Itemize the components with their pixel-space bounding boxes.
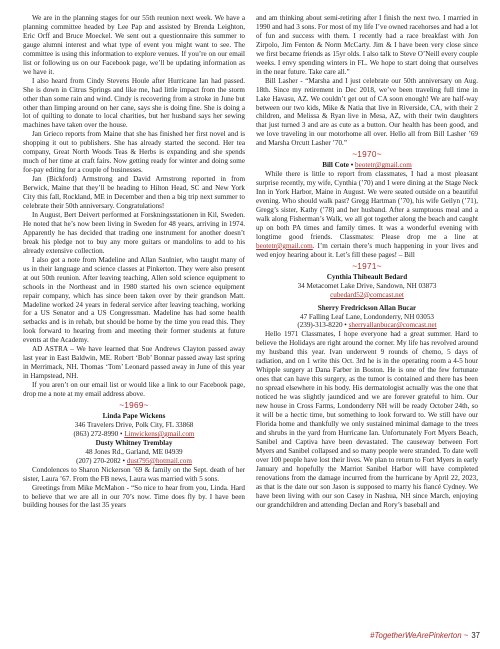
class-rep-address: 48 Jones Rd., Garland, ME 04939 bbox=[85, 447, 183, 456]
paragraph: AD ASTRA – We have learned that Sue Andrews Clayton passed away last year in East Baldwin, ME. Robert ‘Bob’ Bonnar passed away last spring in Merrimack, NH. Thomas ‘Tom’ Leonard passed away in June of this year in Hampstead, NH. bbox=[23, 345, 245, 381]
paragraph: Condolences to Sharon Nickerson ’69 & family on the Sept. death of her sister, Laura ’67. From the FB news, Laura was married with 5 sons. bbox=[23, 465, 245, 483]
paragraph: While there is little to report from classmates, I had a most pleasant surprise recently, my wife, Cynthia (’70) and I were dining at the Stage Neck Inn in York Harbor, Maine in August. We were seated outside on a beautiful evening. Who should walk past? Gregg Hartman (’70), his wife Geilyn (’71), Gregg’s sister, Kathy (’78) and her husband. After a sumptuous meal and a walk along Fisherman’s Walk, we all got together along the beach and caught up on both PA times and family times. It was a wonderful evening with longtime good friends. Classmates: Please drop me a line at beotetr@gmail.com. I’m certain there’s much happening in your lives and wed enjoy hearing about it. Let’s fill these pages! – Bill bbox=[256, 170, 478, 259]
hashtag: #TogetherWeArePinkerton ~ bbox=[370, 631, 469, 640]
class-rep-address: 34 Metacomet Lake Drive, Sandown, NH 03873 bbox=[297, 281, 437, 290]
class-rep-name: Sherry Fredrickson Allan Bucar bbox=[317, 303, 417, 312]
class-rep-contact bbox=[23, 457, 245, 466]
paragraph: In August, Bert Deivert performed at Forskningsstationen in Kil, Sweden. He noted that he’s now been living in Sweden for 48 years, arriving in 1974. Apparently he has decided that trading one instrument for another doesn’t break his pledge not to buy any more guitars or mandolins to add to his already extensive collection. bbox=[23, 210, 245, 255]
email-link[interactable]: beotetr@gmail.com bbox=[355, 161, 412, 170]
paragraph: If you aren’t on our email list or would like a link to our Facebook page, drop me a note at my email address above. bbox=[23, 381, 245, 399]
email-link[interactable]: Linwickens@gmail.com bbox=[124, 429, 195, 438]
phone: (239)-313-8220 • bbox=[297, 321, 349, 330]
paragraph: Bill Lasher - “Marsha and I just celebrate our 50th anniversary on Aug. 18th. Since my retirement in Dec 2018, we’ve been traveling full time in Lake Havasu, AZ. We couldn’t get out of CA soon enough! We are half-way between our two kids, Mike & Natia that live in Riverside, CA, with their 2 children, and Melissa & Ryan live in Mesa, AZ, with their twin daughters that just turned 3 and are as cute as a button. Our health has been good, and we love traveling in our motorhome all over. Hello all from Bill Lasher ’69 and Marsha Orcutt Lasher ’70.” bbox=[256, 76, 478, 148]
email-link[interactable]: cubedard52@comcast.net bbox=[330, 290, 404, 299]
email-link[interactable]: dust795@hotmail.com bbox=[126, 456, 192, 465]
class-year-heading: ~1970~ bbox=[352, 150, 382, 160]
class-rep-name: Linda Pape Wickens bbox=[102, 411, 166, 420]
left-column bbox=[23, 14, 245, 510]
paragraph: Hello 1971 Classmates, I hope everyone had a great summer. Hard to believe the Holidays are right around the corner. My life has revolved around my husband this year. Ivan underwent 9 rounds of chemo, 5 days of radiation, and on 1 write this Oct. 3rd he is in the operating room a 4-5 hour Whipple surgery at Dana Farber in Boston. He is one of the few fortunate ones that can have this surgery, as the tumor is contained and there has been no spread elsewhere in his body. His dermatologist actually was the one that noticed he was slightly jaundiced and we are forever grateful to him. Our new house in Cross Farms, Londonderry NH will be ready October 24th, so it will be a hectic time, but something to look forward to. We still have our Florida home and thankfully we only sustained minimal damage to the trees and shrubs in the yard from Hurricane Ian. Unfortunately Fort Myers Beach, Sanibel and Captiva have been devastated. The causeway between Fort Myers and Sanibel collapsed and so many people were stranded. To date well over 100 people have lost their lives. We plan to return to Fort Myers in early January and hopefully the Marriot Sanibel Harbor will have completed renovations from the damage incurred from the hurricane by April 22, 2023, as that is the date our son Jason is supposed to marry his fiancé Cydney. We have been living with our son Casey in Nashua, NH since March, enjoying our grandchildren and attending Declan and Rory’s baseball and bbox=[256, 330, 478, 509]
class-rep-name: Dusty Whitney Tremblay bbox=[95, 438, 173, 447]
paragraph: We are in the planning stages for our 55th reunion next week. We have a planning committee headed by Lee Pap and assisted by Brenda Leighton, Eric Orff and Bruce Moeckel. We sent out a questionnaire this summer to gauge alumni interest and what type of event you might want to see. The committee is using this information to explore venues. If you’re on our email list or following us on our Facebook page, we’ll be updating information as we have it. bbox=[23, 14, 245, 76]
class-rep-name: Cynthia Thibeault Bedard bbox=[326, 272, 408, 281]
paragraph: Jan (Bickford) Armstrong and David Armstrong reported in from Berwick, Maine that they’ll be heading to Hilton Head, SC and New York City this fall, Rockland, ME in December and then a big trip next summer to celebrate their 50th anniversary. Congratulations! bbox=[23, 175, 245, 211]
class-rep-contact bbox=[23, 430, 245, 439]
class-rep-contact bbox=[256, 161, 478, 170]
class-year-heading: ~1969~ bbox=[119, 400, 149, 410]
paragraph: Jan Grieco reports from Maine that she has finished her first novel and is shopping it out to publishers. She has already started the second. Her tea company, Great North Woods Teas & Herbs is expanding and she spends much of her time at craft fairs. Now getting ready for winter and doing some for-pay editing for a couple of businesses. bbox=[23, 130, 245, 175]
class-rep-address: 346 Travelers Drive, Polk City, FL 33868 bbox=[74, 420, 194, 429]
class-rep-address: 47 Falling Leaf Lane, Londonderry, NH 03053 bbox=[300, 312, 434, 321]
page-footer bbox=[370, 631, 480, 640]
phone: (207) 270-2082 • bbox=[76, 456, 127, 465]
class-year-heading: ~1971~ bbox=[352, 261, 382, 271]
paragraph: I also heard from Cindy Stevens Houle after Hurricane Ian had passed. She is down in Citrus Springs and like me, had little impact from the storm other than some rain and wind. Cindy is recovering from a stroke in June but other than limping around on her cane, says she is doing fine. She is doing a lot of quilting to donate to local charities, but her husband says her sewing machines have taken over the house. bbox=[23, 76, 245, 130]
right-column bbox=[256, 14, 478, 509]
class-rep-contact bbox=[256, 291, 478, 300]
class-rep-name: Bill Cote • bbox=[322, 161, 356, 170]
paragraph: I also got a note from Madeline and Allan Saulnier, who taught many of us in their language and science classes at Pinkerton. They were also present at out 50th reunion. After leaving teaching, Allen sold science equipment to schools in the Northeast and in 1980 started his own science equipment repair company, which has since been taken over by their grandson Matt. Madeline worked 24 years in federal service after leaving teaching, working for a US Senator and a US Congressman. Madeline has had some health setbacks and is in rehab, but should be home by the time you read this. They look forward to hearing from and meeting their former students at future events at the Academy. bbox=[23, 255, 245, 345]
page-number: 37 bbox=[471, 631, 480, 640]
class-rep-contact bbox=[256, 321, 478, 330]
paragraph: and am thinking about semi-retiring after I finish the next two. I married in 1990 and had 3 sons. For most of my life I’ve owned racehorses and had a lot of fun and success with them. I recently had a race breakfast with Jon Zirpolo, Jim Fenton & Norm McCarty. Jim & I have been very close since we first became friends as 15yr olds. I also talk to Steve O’Neill every couple weeks. I envy spending winters in FL. We hope to start doing that ourselves in the near future. Take care all.” bbox=[256, 14, 478, 76]
paragraph: Greetings from Mike McMahon - “So nice to hear from you, Linda. Hard to believe that we are all in our 70’s now. Time does fly by. I have been building houses for the last 35 years bbox=[23, 483, 245, 510]
email-link[interactable]: beotetr@gmail.com bbox=[256, 241, 313, 250]
email-link[interactable]: sherryallanbucar@comcast.net bbox=[348, 321, 437, 330]
phone: (863) 272-8990 • bbox=[73, 429, 125, 438]
